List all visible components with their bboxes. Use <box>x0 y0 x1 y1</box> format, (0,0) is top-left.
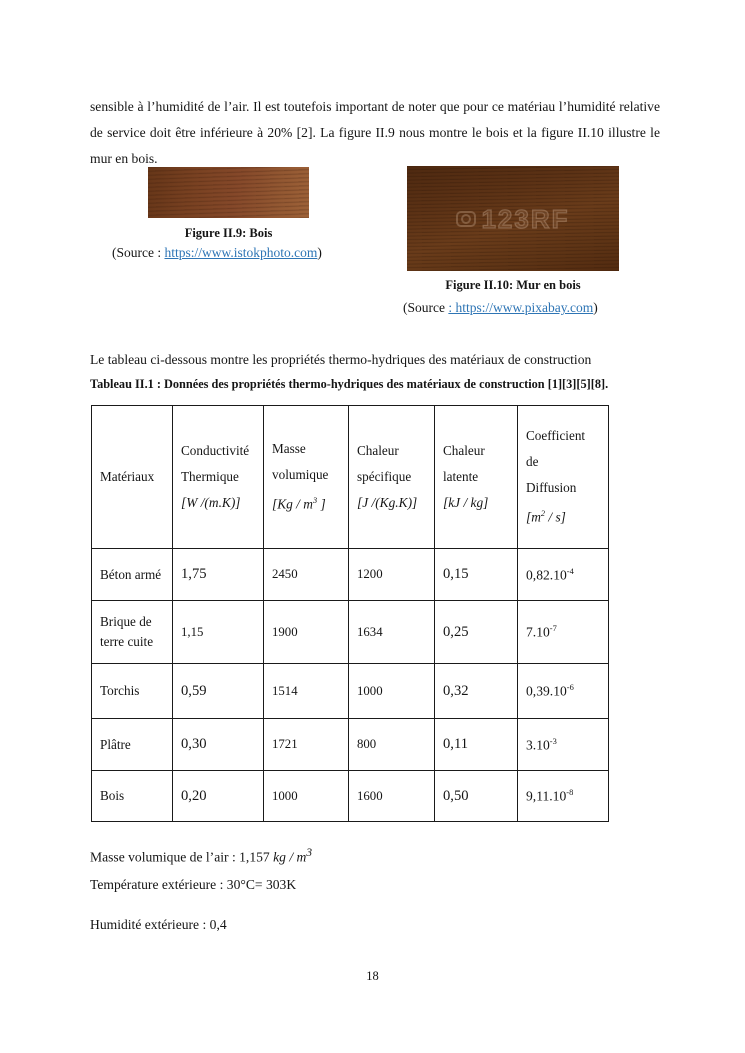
page-number: 18 <box>366 969 379 983</box>
air-density-label: Masse volumique de l’air : <box>90 849 240 865</box>
masse-volumique-cell: 2450 <box>264 549 349 601</box>
air-density-unit-exponent: 3 <box>306 847 313 859</box>
exterior-humidity-line: Humidité extérieure : 0,4 <box>90 917 227 932</box>
header-text: Diffusion <box>526 480 577 496</box>
conductivite-cell: 1,75 <box>173 549 264 601</box>
diffusion-cell: $3.10^{-3}$ <box>518 719 609 771</box>
header-unit: $[m^2 / s]$ <box>526 509 566 525</box>
figure-9-source-line <box>112 245 322 261</box>
diffusion-cell: $7.10^{-7}$ <box>518 601 609 664</box>
body-paragraph: sensible à l’humidité de l’air. Il est toutefois important de noter que pour ce matériau l’humidité relative de service doit être inférieure à 20% [2]. La figure II.9 nous montre le bois et la figure II.10 illustre le mur en bois. <box>90 98 660 166</box>
figure-9-source-link[interactable]: https://www.istokphoto.com <box>164 245 318 260</box>
figure-10-caption: Figure II.10: Mur en bois <box>445 278 581 292</box>
figure-9-source-suffix: ) <box>317 245 322 260</box>
header-cell-materiaux <box>92 406 173 549</box>
material-cell: Plâtre <box>92 719 173 771</box>
diffusion-cell: $9,11.10^{-8}$ <box>518 771 609 822</box>
material-cell: Bois <box>92 771 173 822</box>
masse-volumique-cell: 1900 <box>264 601 349 664</box>
table-row <box>92 771 609 822</box>
header-text: Masse <box>272 441 306 457</box>
table-row <box>92 549 609 601</box>
diffusion-cell: $0,82.10^{-4}$ <box>518 549 609 601</box>
masse-volumique-cell: 1721 <box>264 719 349 771</box>
table-header-row <box>92 406 609 549</box>
chaleur-latente-cell: 0,15 <box>435 549 518 601</box>
chaleur-specifique-cell: 1000 <box>349 664 435 719</box>
air-density-unit: kg / m <box>273 849 307 865</box>
header-text: de <box>526 454 539 470</box>
chaleur-latente-cell: 0,50 <box>435 771 518 822</box>
header-cell-coefficient-diffusion <box>518 406 609 549</box>
header-text: Coefficient <box>526 428 586 444</box>
chaleur-latente-cell: 0,11 <box>435 719 518 771</box>
header-cell-masse-volumique <box>264 406 349 549</box>
air-density-value: 1,157 <box>239 849 274 865</box>
chaleur-latente-cell: 0,32 <box>435 664 518 719</box>
header-unit: [$Kg / m^3$ ] <box>272 496 326 512</box>
exterior-temperature-line: Température extérieure : 30°C= 303K <box>90 877 297 892</box>
material-cell: Torchis <box>92 664 173 719</box>
header-text: Conductivité <box>181 443 250 458</box>
conductivite-cell: 0,30 <box>173 719 264 771</box>
figure-9-wood-image <box>148 167 309 218</box>
header-cell-chaleur-latente <box>435 406 518 549</box>
table-caption: Tableau II.1 : Données des propriétés thermo-hydriques des matériaux de construction [1][3][5][8]. <box>90 377 609 391</box>
header-text: Thermique <box>181 469 239 484</box>
figure-9-source-prefix: (Source : <box>112 245 165 260</box>
figure-9-caption: Figure II.9: Bois <box>184 226 273 240</box>
masse-volumique-cell: 1514 <box>264 664 349 719</box>
material-cell: Béton armé <box>92 549 173 601</box>
header-text: volumique <box>272 467 329 483</box>
figure-10-source-link[interactable]: : https://www.pixabay.com <box>448 300 594 315</box>
properties-table <box>91 405 609 822</box>
chaleur-specifique-cell: 1634 <box>349 601 435 664</box>
conductivite-cell: 0,20 <box>173 771 264 822</box>
diffusion-cell: $0,39.10^{-6}$ <box>518 664 609 719</box>
figure-10-wood-image <box>407 166 619 271</box>
header-unit: [kJ / kg] <box>443 495 489 510</box>
masse-volumique-cell: 1000 <box>264 771 349 822</box>
chaleur-latente-cell: 0,25 <box>435 601 518 664</box>
table-intro-text: Le tableau ci-dessous montre les propriétés thermo-hydriques des matériaux de construction <box>90 352 592 367</box>
air-density-line <box>90 847 312 866</box>
chaleur-specifique-cell: 1200 <box>349 549 435 601</box>
conductivite-cell: 0,59 <box>173 664 264 719</box>
header-text: latente <box>443 469 479 484</box>
chaleur-specifique-cell: 1600 <box>349 771 435 822</box>
camera-watermark-icon <box>456 211 476 227</box>
header-cell-conductivite <box>173 406 264 549</box>
table-row <box>92 601 609 664</box>
header-cell-chaleur-specifique <box>349 406 435 549</box>
conductivite-cell: 1,15 <box>173 601 264 664</box>
header-text: spécifique <box>357 469 412 484</box>
header-unit: [J /(Kg.K)] <box>357 495 418 510</box>
figure-10-source-line <box>403 300 598 316</box>
stock-watermark <box>407 166 619 271</box>
figure-10-source-suffix: ) <box>593 300 598 315</box>
figure-10-source-prefix: (Source <box>403 300 449 315</box>
material-cell: Brique de terre cuite <box>92 601 173 664</box>
header-text: Chaleur <box>357 443 399 458</box>
header-text: Chaleur <box>443 443 485 458</box>
watermark-text: 123RF <box>481 203 570 234</box>
table-row <box>92 719 609 771</box>
header-text: Matériaux <box>100 469 155 484</box>
header-unit: [W /(m.K)] <box>181 495 241 510</box>
table-row <box>92 664 609 719</box>
chaleur-specifique-cell: 800 <box>349 719 435 771</box>
